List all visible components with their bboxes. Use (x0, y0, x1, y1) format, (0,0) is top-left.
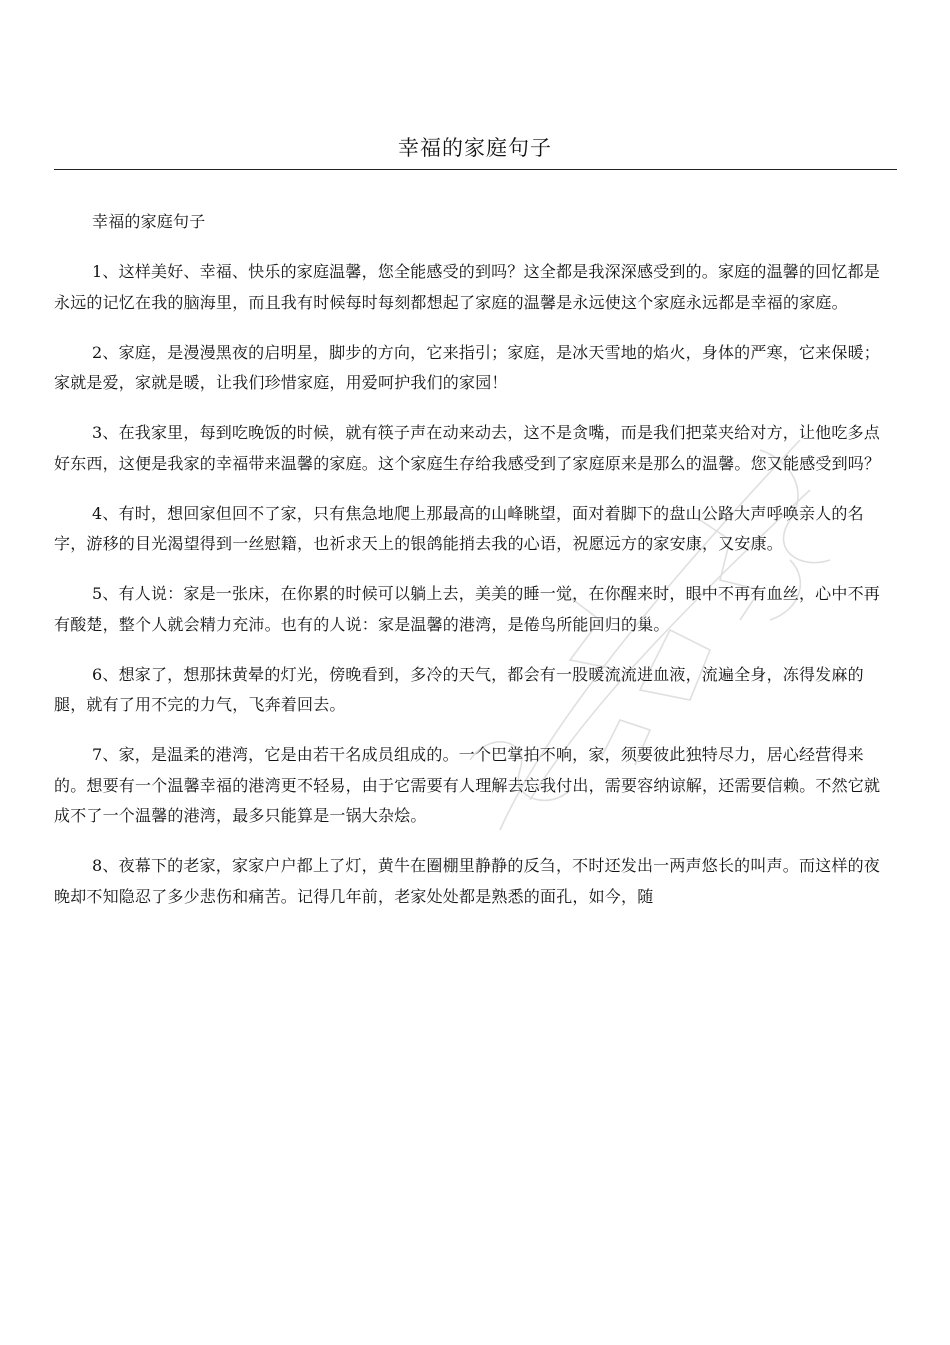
paragraph-5: 5、有人说：家是一张床，在你累的时候可以躺上去，美美的睡一觉，在你醒来时，眼中不再有血丝，心中不再有酸楚，整个人就会精力充沛。也有的人说：家是温馨的港湾，是倦鸟所能回归的巢。 (54, 584, 880, 634)
page-title: 幸福的家庭句子 (398, 136, 552, 160)
paragraph-4: 4、有时，想回家但回不了家，只有焦急地爬上那最高的山峰眺望，面对着脚下的盘山公路大声呼唤亲人的名字，游移的目光渴望得到一丝慰籍，也祈求天上的银鸽能捎去我的心语，祝愿远方的家安康，又安康。 (54, 503, 864, 553)
paragraph-2: 2、家庭，是漫漫黑夜的启明星，脚步的方向，它来指引；家庭，是冰天雪地的焰火，身体的严寒，它来保暖；家就是爱，家就是暖，让我们珍惜家庭，用爱呵护我们的家园！ (54, 342, 880, 392)
paragraph-6: 6、想家了，想那抹黄晕的灯光，傍晚看到，多冷的天气，都会有一股暖流流进血液，流遍全身，冻得发麻的腿，就有了用不完的力气，飞奔着回去。 (54, 664, 864, 714)
document-body (54, 207, 894, 932)
document-subtitle: 幸福的家庭句子 (92, 212, 206, 231)
paragraph-8: 8、夜幕下的老家，家家户户都上了灯，黄牛在圈棚里静静的反刍，不时还发出一两声悠长的叫声。而这样的夜晚却不知隐忍了多少悲伤和痛苦。记得几年前，老家处处都是熟悉的面孔，如今，随 (54, 856, 880, 906)
paragraph-1: 1、这样美好、幸福、快乐的家庭温馨，您全能感受的到吗？这全都是我深深感受到的。家庭的温馨的回忆都是永远的记忆在我的脑海里，而且我有时候每时每刻都想起了家庭的温馨是永远使这个家庭永远都是幸福的家庭。 (54, 262, 880, 312)
paragraph-3: 3、在我家里，每到吃晚饭的时候，就有筷子声在动来动去，这不是贪嘴，而是我们把菜夹给对方，让他吃多点好东西，这便是我家的幸福带来温馨的家庭。这个家庭生存给我感受到了家庭原来是那么的温馨。您又能感受到吗？ (54, 423, 881, 473)
title-divider (54, 169, 897, 170)
paragraph-7: 7、家，是温柔的港湾，它是由若干名成员组成的。一个巴掌拍不响，家，须要彼此独特尽力，居心经营得来的。想要有一个温馨幸福的港湾更不轻易，由于它需要有人理解去忘我付出，需要容纳谅解，还需要信赖。不然它就成不了一个温馨的港湾，最多只能算是一锅大杂烩。 (54, 745, 881, 825)
